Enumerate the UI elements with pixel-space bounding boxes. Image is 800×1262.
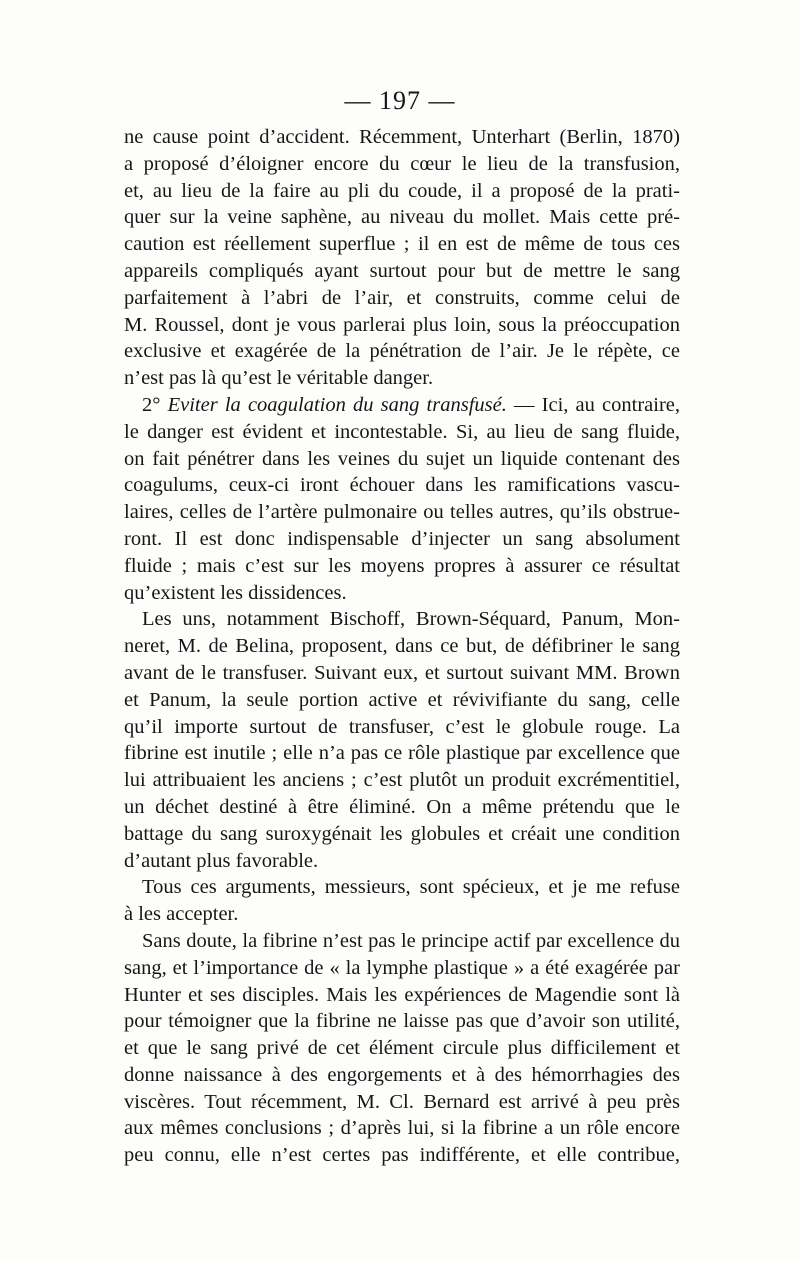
text-line: le danger est évident et incontestable. Si, au lieu de sang fluide, <box>124 420 680 443</box>
page-number: — 197 — <box>344 86 456 115</box>
text-line: exclusive et exagérée de la pénétration de l’air. Je le répète, ce <box>124 340 680 363</box>
text-line: et Panum, la seule portion active et révivifiante du sang, celle <box>124 688 680 711</box>
text-line: avant de le transfuser. Suivant eux, et surtout suivant MM. Brown <box>124 661 680 684</box>
text-line: appareils compliqués ayant surtout pour but de mettre le sang <box>124 259 680 282</box>
body-text <box>124 124 680 1169</box>
text-line: Sans doute, la fibrine n’est pas le principe actif par excellence du <box>142 929 680 952</box>
text-line: qu’il importe surtout de transfuser, c’est le globule rouge. La <box>124 715 680 738</box>
text-line: sang, et l’importance de « la lymphe plastique » a été exagérée par <box>124 956 680 979</box>
section-heading-line <box>124 392 680 419</box>
text-line: parfaitement à l’abri de l’air, et construits, comme celui de <box>124 286 680 309</box>
text-line: lui attribuaient les anciens ; c’est plutôt un produit excrémentitiel, <box>124 769 680 792</box>
text-line: ne cause point d’accident. Récemment, Unterhart (Berlin, 1870) <box>124 126 680 148</box>
section-number: 2° <box>142 393 168 416</box>
text-line: fibrine est inutile ; elle n’a pas ce rôle plastique par excellence que <box>124 742 680 765</box>
text-line: M. Roussel, dont je vous parlerai plus loin, sous la préoccupation <box>124 313 680 336</box>
text-line: battage du sang suroxygénait les globules et créait une condition <box>124 822 680 845</box>
text-line: ront. Il est donc indispensable d’injecter un sang absolument <box>124 527 680 550</box>
text-line: caution est réellement superflue ; il en est de même de tous ces <box>124 233 680 256</box>
text-line: fluide ; mais c’est sur les moyens propres à assurer ce résultat <box>124 554 680 577</box>
text-line: qu’existent les dissidences. <box>124 581 347 604</box>
text-line: coagulums, ceux-ci iront échouer dans les ramifications vascu- <box>124 474 680 497</box>
text-line: aux mêmes conclusions ; d’après lui, si la fibrine a un rôle encore <box>124 1117 680 1140</box>
text-line: peu connu, elle n’est certes pas indifférente, et elle contribue, <box>124 1144 680 1167</box>
text-line: et, au lieu de la faire au pli du coude, il a proposé de la prati- <box>124 179 680 202</box>
section-heading-continuation: — Ici, au contraire, <box>506 393 680 416</box>
text-line: Hunter et ses disciples. Mais les expériences de Magendie sont là <box>124 983 680 1006</box>
text-line: n’est pas là qu’est le véritable danger. <box>124 367 434 390</box>
text-line: d’autant plus favorable. <box>124 849 319 872</box>
text-line: viscères. Tout récemment, M. Cl. Bernard est arrivé à peu près <box>124 1090 680 1113</box>
text-line: a proposé d’éloigner encore du cœur le lieu de la transfusion, <box>124 152 680 175</box>
text-line: à les accepter. <box>124 903 239 926</box>
text-line: quer sur la veine saphène, au niveau du mollet. Mais cette pré- <box>124 206 680 229</box>
text-line: Les uns, notamment Bischoff, Brown-Séquard, Panum, Mon- <box>142 608 680 631</box>
text-line: Tous ces arguments, messieurs, sont spécieux, et je me refuse <box>142 876 680 899</box>
text-line: pour témoigner que la fibrine ne laisse pas que d’avoir son utilité, <box>124 1010 680 1033</box>
section-heading: Eviter la coagulation du sang transfusé. <box>167 393 507 416</box>
text-line: donne naissance à des engorgements et à des hémorrhagies des <box>124 1063 680 1086</box>
text-line: neret, M. de Belina, proposent, dans ce but, de défibriner le sang <box>124 635 680 658</box>
text-line: on fait pénétrer dans les veines du sujet un liquide contenant des <box>124 447 680 470</box>
text-line: laires, celles de l’artère pulmonaire ou telles autres, qu’ils obstrue- <box>124 501 680 524</box>
text-line: un déchet destiné à être éliminé. On a même prétendu que le <box>124 795 680 818</box>
text-line: et que le sang privé de cet élément circule plus difficilement et <box>124 1037 680 1060</box>
